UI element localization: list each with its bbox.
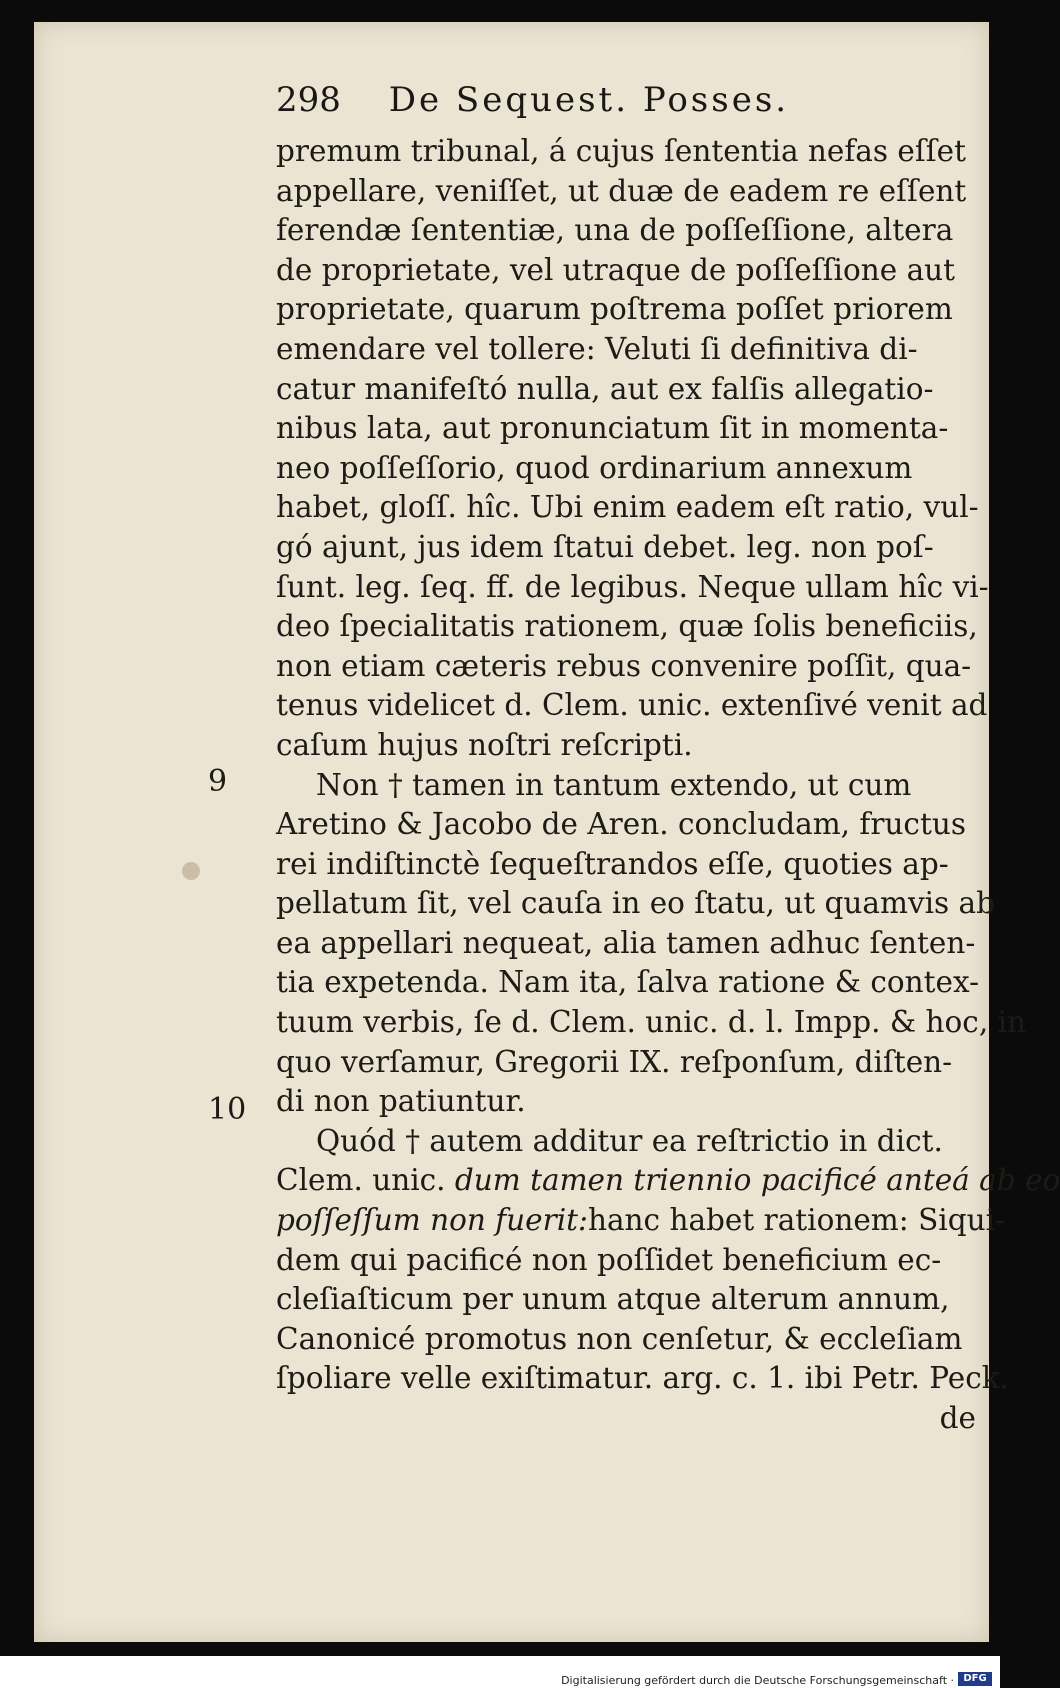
catchword: de (939, 1401, 976, 1435)
text-line: catur manifeſtó nulla, aut ex falſis allegatio- (276, 371, 934, 406)
text-line: quo verſamur, Gregorii IX. reſponſum, diſten- (276, 1044, 953, 1079)
text-line: ea appellari nequeat, alia tamen adhuc ſenten- (276, 925, 976, 960)
text-roman: hanc habet rationem: Siqui- (587, 1203, 1006, 1238)
text-line (276, 1161, 1060, 1201)
text-line: neo poſſeſſorio, quod ordinarium annexum (276, 450, 913, 485)
text-line: appellare, veniſſet, ut duæ de eadem re eſſent (276, 173, 967, 208)
text-line: gó ajunt, jus idem ſtatui debet. leg. non poſ- (276, 529, 934, 564)
text-line: Aretino & Jacobo de Aren. concludam, fructus (276, 807, 966, 842)
text-line (276, 1201, 1006, 1241)
paper-stain (182, 862, 200, 880)
text-line: proprietate, quarum poſtrema poſſet priorem (276, 292, 953, 327)
text-line: tuum verbis, ſe d. Clem. unic. d. l. Impp. & hoc, in (276, 1005, 1027, 1040)
paragraph-2 (276, 766, 1027, 1122)
text-line: nibus lata, aut pronunciatum ſit in momenta- (276, 411, 949, 446)
text-line: premum tribunal, á cujus ſententia nefas eſſet (276, 134, 966, 168)
text-line: rei indiſtinctè ſequeſtrandos eſſe, quoties ap- (276, 846, 949, 881)
digitization-credit: Digitalisierung gefördert durch die Deutsche Forschungsgemeinschaft · (561, 1674, 954, 1687)
text-line: dem qui pacificé non poſſidet beneficium ec- (276, 1242, 942, 1277)
text-line: non etiam cæteris rebus convenire poſſit, qua- (276, 648, 972, 683)
main-text (276, 132, 1060, 1439)
dfg-logo: DFG (958, 1672, 992, 1686)
page-number: 298 (276, 80, 341, 120)
text-line: di non patiuntur. (276, 1084, 526, 1119)
text-line: tenus videlicet d. Clem. unic. extenſivé venit ad (276, 688, 988, 723)
text-line: de proprietate, vel utraque de poſſeſſione aut (276, 252, 956, 287)
text-line: deo ſpecialitatis rationem, quæ ſolis beneficiis, (276, 609, 978, 644)
text-line: pellatum ſit, vel cauſa in eo ſtatu, ut quamvis ab (276, 886, 996, 921)
text-roman: Clem. unic. (276, 1163, 455, 1198)
text-line: ferendæ ſententiæ, una de poſſeſſione, altera (276, 213, 954, 248)
paragraph-3 (276, 1122, 1060, 1439)
paragraph-1 (276, 132, 989, 766)
text-italic: dum tamen triennio pacificé anteá ab eo (454, 1163, 1060, 1198)
running-header (276, 80, 896, 120)
text-line: Canonicé promotus non cenſetur, & eccleſiam (276, 1321, 963, 1356)
text-line: cleſiaſticum per unum atque alterum annum, (276, 1282, 950, 1317)
margin-number-10: 10 (208, 1092, 247, 1127)
running-title: De Sequest. Posses. (388, 80, 790, 120)
text-line: ſpoliare velle exiſtimatur. arg. c. 1. ibi Petr. Peck. (276, 1361, 1010, 1396)
text-line: caſum hujus noſtri reſcripti. (276, 727, 693, 762)
text-line: emendare vel tollere: Veluti ſi definitiva di- (276, 331, 918, 366)
text-line: Quód † autem additur ea reſtrictio in dict. (316, 1123, 943, 1158)
margin-number-9: 9 (208, 764, 228, 799)
text-line: habet, gloſſ. hîc. Ubi enim eadem eſt ratio, vul- (276, 490, 979, 525)
text-line: Non † tamen in tantum extendo, ut cum (316, 767, 912, 802)
text-line: tia expetenda. Nam ita, ſalva ratione & contex- (276, 965, 980, 1000)
text-italic: poſſeſſum non fuerit: (276, 1203, 588, 1238)
text-line: ſunt. leg. ſeq. ff. de legibus. Neque ullam hîc vi- (276, 569, 989, 604)
